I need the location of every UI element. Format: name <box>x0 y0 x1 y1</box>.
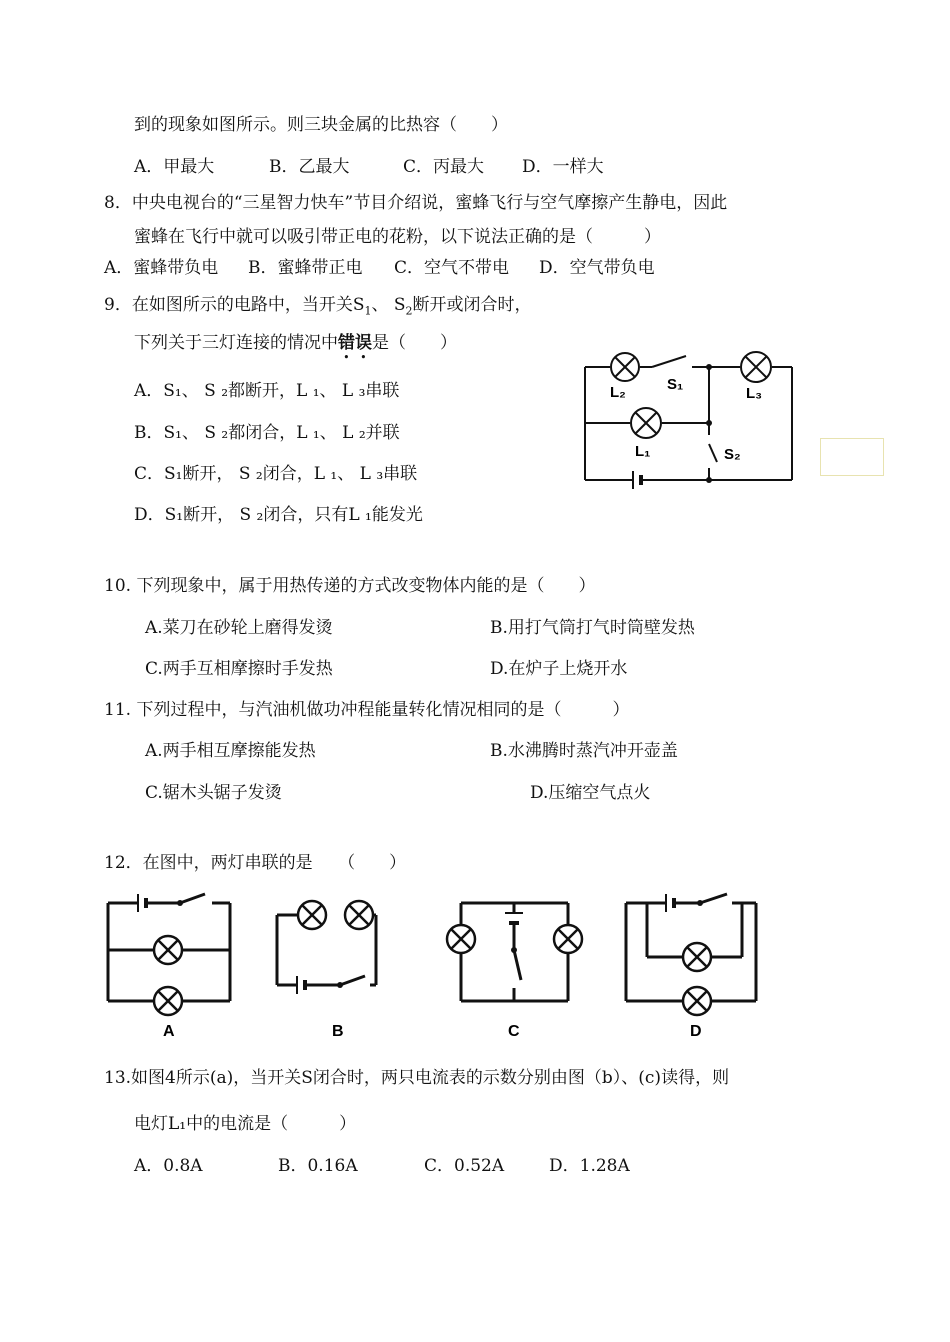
label-s2: S₂ <box>724 446 741 463</box>
caption-a: A <box>163 1023 175 1040</box>
q9-option-c: C．S₁断开， S ₂闭合，L ₁、 L ₃串联 <box>134 464 418 484</box>
lamp-icon <box>683 987 711 1015</box>
lamp-icon <box>554 925 582 953</box>
q12-stem: 12．在图中，两灯串联的是 （ ） <box>104 853 407 873</box>
q13-option-c: C．0.52A <box>424 1156 505 1176</box>
q13-option-a: A．0.8A <box>134 1156 203 1176</box>
q11-option-d: D.压缩空气点火 <box>530 783 651 803</box>
q9-s2-sub: 2 <box>405 304 413 318</box>
q13-stem-line2: 电灯L₁中的电流是（ ） <box>134 1114 357 1134</box>
label-l1: L₁ <box>635 443 651 460</box>
q9-option-b: B．S₁、 S ₂都闭合，L ₁、 L ₂并联 <box>134 423 400 443</box>
q10-option-a: A.菜刀在砂轮上磨得发烫 <box>145 618 333 638</box>
caption-d: D <box>690 1023 702 1040</box>
q9-stem-mid: 、 S <box>371 295 406 315</box>
q13-stem-line1: 13.如图4所示(a)，当开关S闭合时，两只电流表的示数分别由图（b）、(c)读得，则 <box>104 1068 730 1088</box>
q9-option-d: D．S₁断开， S ₂闭合，只有L ₁能发光 <box>134 505 423 525</box>
q9-s1-sub: 1 <box>364 304 372 318</box>
label-s1: S₁ <box>667 376 684 393</box>
q10-option-b: B.用打气筒打气时筒壁发热 <box>490 618 695 638</box>
q9-stem2-post: 是（ ） <box>372 333 457 353</box>
q11-option-c: C.锯木头锯子发烫 <box>145 783 282 803</box>
q10-option-d: D.在炉子上烧开水 <box>490 659 628 679</box>
q9-option-a: A．S₁、 S ₂都断开，L ₁、 L ₃串联 <box>134 381 400 401</box>
q8-option-a: A．蜜蜂带负电 <box>104 258 219 278</box>
q8-stem-line1: 8．中央电视台的“三星智力快车”节目介绍说，蜜蜂飞行与空气摩擦产生静电，因此 <box>104 193 728 213</box>
lamp-icon <box>154 936 182 964</box>
q13-option-b: B．0.16A <box>278 1156 358 1176</box>
caption-b: B <box>332 1023 344 1040</box>
q8-option-d: D．空气带负电 <box>539 258 655 278</box>
label-l2: L₂ <box>610 384 626 401</box>
q8-option-b: B．蜜蜂带正电 <box>248 258 363 278</box>
q9-stem-post: 断开或闭合时， <box>412 295 532 315</box>
lamp-icon <box>345 901 373 929</box>
lamp-icon <box>298 901 326 929</box>
q13-option-d: D．1.28A <box>549 1156 630 1176</box>
q8-stem-line2: 蜜蜂在飞行中就可以吸引带正电的花粉，以下说法正确的是（ ） <box>134 227 661 247</box>
q10-option-c: C.两手互相摩擦时手发热 <box>145 659 333 679</box>
caption-c: C <box>508 1023 520 1040</box>
q10-stem: 10. 下列现象中，属于用热传递的方式改变物体内能的是（ ） <box>104 576 596 596</box>
q7-option-d: D．一样大 <box>522 157 604 177</box>
q8-option-c: C．空气不带电 <box>394 258 510 278</box>
q7-stem-tail: 到的现象如图所示。则三块金属的比热容（ ） <box>134 115 508 135</box>
label-l3: L₃ <box>746 385 763 402</box>
lamp-icon <box>683 943 711 971</box>
q11-option-a: A.两手相互摩擦能发热 <box>145 741 316 761</box>
q7-option-a: A．甲最大 <box>134 157 215 177</box>
q9-stem2-emphasis: 错误 <box>338 333 372 353</box>
q7-option-b: B．乙最大 <box>269 157 350 177</box>
q11-option-b: B.水沸腾时蒸汽冲开壶盖 <box>490 741 678 761</box>
q11-stem: 11. 下列过程中，与汽油机做功冲程能量转化情况相同的是（ ） <box>104 700 630 720</box>
lamp-icon <box>154 987 182 1015</box>
lamp-icon <box>447 925 475 953</box>
q9-stem2-pre: 下列关于三灯连接的情况中 <box>134 333 338 353</box>
q9-stem-pre: 9．在如图所示的电路中，当开关S <box>104 295 365 315</box>
q7-option-c: C．丙最大 <box>403 157 485 177</box>
